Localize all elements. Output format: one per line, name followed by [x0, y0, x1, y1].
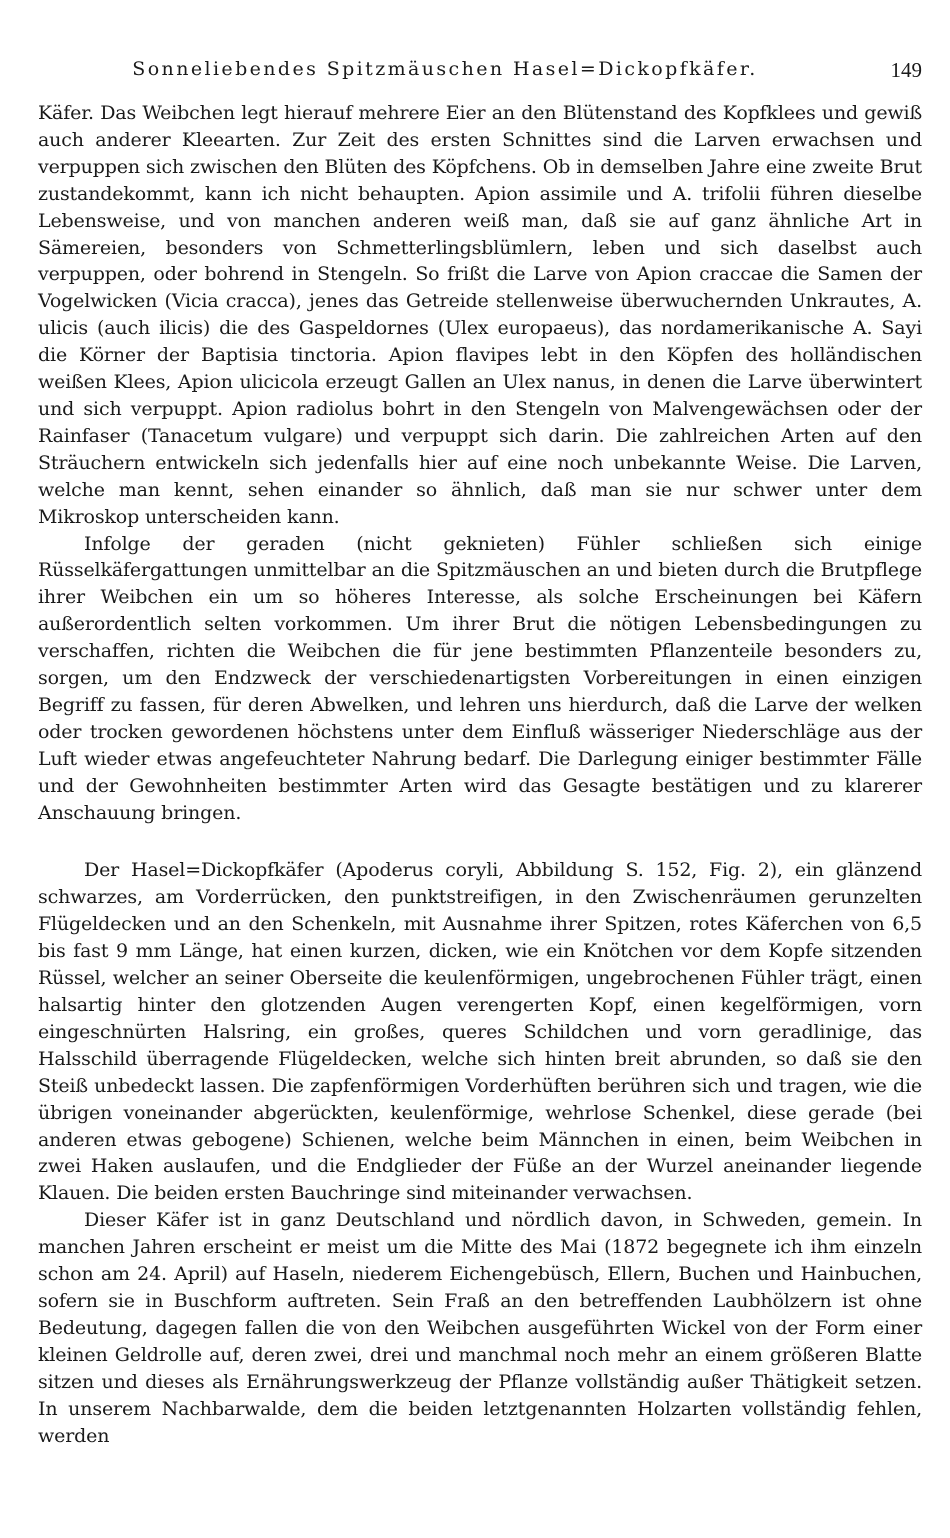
page-number: 149 [890, 58, 922, 82]
paragraph-apoderus-description: Der Hasel=Dickopfkäfer (Apoderus coryli, Abbildung S. 152, Fig. 2), ein glänzend schwarzes, am Vorderrücken, den punktstreifigen, in den Zwischenräumen gerunzelten Flügeldecken und an den Schenkeln, mit Ausnahme ihrer Spitzen, rotes Käferchen von 6,5 bis fast 9 mm Länge, hat einen kurzen, dicken, wie ein Knötchen vor dem Kopfe sitzenden Rüssel, welcher an seiner Oberseite die keulenförmigen, ungebrochenen Fühler trägt, einen halsartig hinter den glotzenden Augen verengerten Kopf, einen kegelförmigen, vorn eingeschnürten Halsring, ein großes, queres Schildchen und vorn geradlinige, das Halsschild überragende Flügeldecken, welche sich hinten breit abrunden, so daß sie den Steiß unbedeckt lassen. Die zapfenförmigen Vorderhüften berühren sich und tragen, wie die übrigen voneinander abgerückten, keulenförmige, wehrlose Schenkel, diese gerade (bei anderen etwas gebogene) Schienen, welche beim Männchen in einen, beim Weibchen in zwei Haken auslaufen, und die Endglieder der Füße an der Wurzel aneinander liegende Klauen. Die beiden ersten Bauchringe sind miteinander verwachsen. [38, 859, 922, 1205]
book-page [38, 0, 922, 1538]
page-body [38, 100, 922, 1449]
paragraph-apion-larvae: Käfer. Das Weibchen legt hierauf mehrere Eier an den Blütenstand des Kopfklees und gewiß auch anderer Kleearten. Zur Zeit des ersten Schnittes sind die Larven erwachsen und verpuppen sich zwischen den Blüten des Köpfchens. Ob in demselben Jahre eine zweite Brut zustandekommt, kann ich nicht behaupten. Apion assimile und A. trifolii führen dieselbe Lebensweise, und von manchen anderen weiß man, daß sie auf ganz ähnliche Art in Sämereien, besonders von Schmetterlingsblümlern, leben und sich daselbst auch verpuppen, oder bohrend in Stengeln. So frißt die Larve von Apion craccae die Samen der Vogelwicken (Vicia cracca), jenes das Getreide stellenweise überwuchernden Unkrautes, A. ulicis (auch ilicis) die des Gaspeldornes (Ulex europaeus), das nordamerikanische A. Sayi die Körner der Baptisia tinctoria. Apion flavipes lebt in den Köpfen des holländischen weißen Klees, Apion ulicicola erzeugt Gallen an Ulex nanus, in denen die Larve überwintert und sich verpuppt. Apion radiolus bohrt in den Stengeln von Malvengewächsen oder der Rainfaser (Tanacetum vulgare) und verpuppt sich darin. Die zahlreichen Arten auf den Sträuchern entwickeln sich jedenfalls hier auf eine noch unbekannte Weise. Die Larven, welche man kennt, sehen einander so ähnlich, daß man sie nur schwer unter dem Mikroskop unterscheiden kann. [38, 102, 922, 528]
paragraph-brood-care: Infolge der geraden (nicht geknieten) Fühler schließen sich einige Rüsselkäfergattungen unmittelbar an die Spitzmäuschen an und bieten durch die Brutpflege ihrer Weibchen ein um so höheres Interesse, als solche Erscheinungen bei Käfern außerordentlich selten vorkommen. Um ihrer Brut die nötigen Lebensbedingungen zu verschaffen, richten die Weibchen die für jene bestimmten Pflanzenteile besonders zu, sorgen, um den Endzweck der verschiedenartigsten Vorbereitungen in einen einzigen Begriff zu fassen, für deren Abwelken, und lehren uns hierdurch, daß die Larve der welken oder trocken gewordenen höchstens unter dem Einfluß wässeriger Niederschläge aus der Luft wieder etwas angefeuchteter Nahrung bedarf. Die Darlegung einiger bestimmter Fälle und der Gewohnheiten bestimmter Arten wird das Gesagte bestätigen und zu klarerer Anschauung bringen. [38, 532, 922, 824]
section-gap [38, 826, 922, 857]
page-header [38, 58, 922, 86]
paragraph-apoderus-occurrence: Dieser Käfer ist in ganz Deutschland und nördlich davon, in Schweden, gemein. In manchen Jahren erscheint er meist um die Mitte des Mai (1872 begegnete ich ihm einzeln schon am 24. April) auf Haseln, niederem Eichengebüsch, Ellern, Buchen und Hainbuchen, sofern sie in Buschform auftreten. Sein Fraß an den betreffenden Laubhölzern ist ohne Bedeutung, dagegen fallen die von den Weibchen ausgeführten Wickel von der Form einer kleinen Geldrolle auf, deren zwei, drei und manchmal noch mehr an einem größeren Blatte sitzen und dieses als Ernährungswerkzeug der Pflanze vollständig außer Thätigkeit setzen. In unserem Nachbarwalde, dem die beiden letztgenannten Holzarten vollständig fehlen, werden [38, 1209, 922, 1447]
running-head: Sonneliebendes Spitzmäuschen Hasel=Dickopfkäfer. [132, 58, 758, 80]
